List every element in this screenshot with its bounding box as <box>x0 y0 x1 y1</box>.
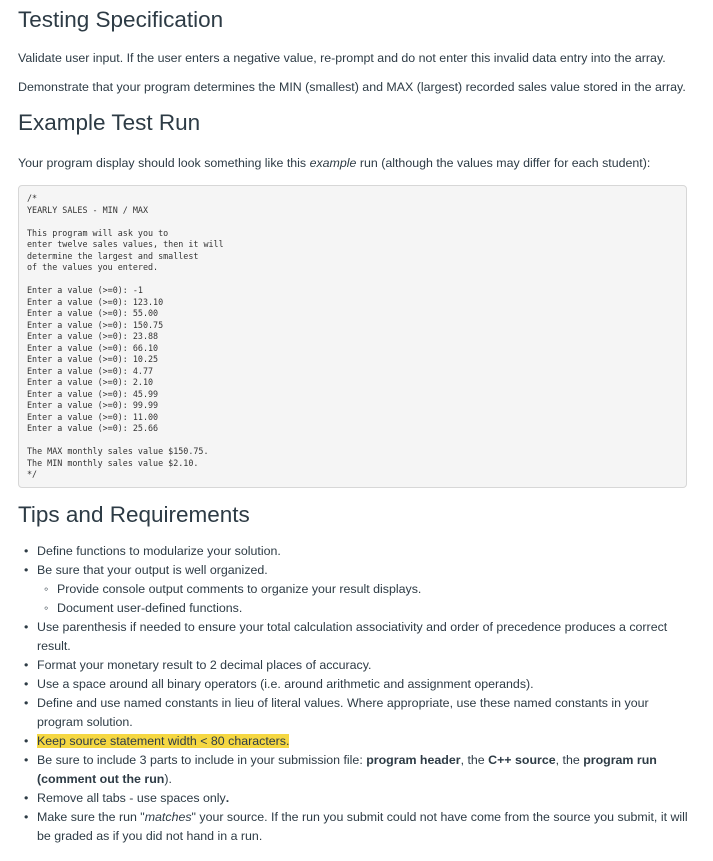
code-line: Enter a value (>=0): -1 <box>27 285 143 295</box>
tip-text: Define and use named constants in lieu of literal values. Where appropriate, use these named constants in your program solution. <box>37 695 649 729</box>
list-item <box>37 542 695 561</box>
code-line: Enter a value (>=0): 123.10 <box>27 296 164 307</box>
example-run-heading: Example Test Run <box>18 110 201 135</box>
code-line: Enter a value (>=0): 45.99 <box>27 388 159 399</box>
tips-heading: Tips and Requirements <box>18 501 250 527</box>
tip-text: Document user-defined functions. <box>57 600 243 615</box>
list-item <box>37 694 695 732</box>
list-item <box>57 580 695 599</box>
code-line: */ <box>27 469 38 479</box>
tip-emphasis: matches <box>144 809 192 824</box>
tip-text: Be sure that your output is well organized. <box>37 562 268 577</box>
code-line: Enter a value (>=0): 10.25 <box>27 354 159 364</box>
code-line: Enter a value (>=0): 25.66 <box>27 423 159 433</box>
tip-text: Make sure the run " <box>37 809 145 824</box>
tip-text: Use parenthesis if needed to ensure your total calculation associativity and order of precedence produces a correct result. <box>37 619 668 653</box>
example-intro-paragraph <box>18 154 695 173</box>
list-item <box>37 561 695 618</box>
tip-text: Be sure to include 3 parts to include in your submission file: <box>37 752 367 767</box>
code-line: Enter a value (>=0): 99.99 <box>27 400 159 410</box>
tip-text: Use a space around all binary operators (i.e. around arithmetic and assignment operands). <box>37 676 534 691</box>
code-line: The MIN monthly sales value $2.10. <box>27 457 199 468</box>
tip-text: ). <box>164 771 172 786</box>
tip-text: Remove all tabs - use spaces only <box>37 790 226 805</box>
tips-sublist <box>37 580 695 618</box>
code-line: The MAX monthly sales value $150.75. <box>27 446 209 456</box>
code-line <box>27 216 678 228</box>
code-line: of the values you entered. <box>27 262 159 272</box>
tip-bold: program run (comment out the run <box>37 752 657 786</box>
tip-bold: program header <box>366 752 461 767</box>
list-item <box>57 599 695 618</box>
code-line: Enter a value (>=0): 23.88 <box>27 331 159 341</box>
example-run-code-block <box>18 185 687 488</box>
tip-text: " your source. If the run you submit could not have come from the source you submit, it will be graded as if you did not hand in a run. <box>37 809 688 843</box>
code-line: Enter a value (>=0): 4.77 <box>27 365 154 376</box>
code-line: Enter a value (>=0): 66.10 <box>27 342 159 353</box>
tip-text: Define functions to modularize your solution. <box>37 543 281 558</box>
code-line: /* <box>27 193 38 203</box>
highlighted-tip: Keep source statement width < 80 characters. <box>37 733 290 748</box>
validate-input-paragraph: Validate user input. If the user enters a negative value, re-prompt and do not enter this invalid data entry into the array. <box>18 51 666 65</box>
testing-spec-heading: Testing Specification <box>18 7 224 32</box>
tip-bold: C++ source <box>488 752 556 767</box>
code-line <box>27 274 678 286</box>
intro-text-start: Your program display should look something like this <box>18 156 310 170</box>
tip-text: , the <box>460 752 489 767</box>
tip-text: Format your monetary result to 2 decimal places of accuracy. <box>37 657 372 672</box>
code-line <box>27 435 678 447</box>
min-max-paragraph: Demonstrate that your program determines the MIN (smallest) and MAX (largest) recorded sales value stored in the array. <box>18 80 686 94</box>
tip-text: , the <box>555 752 584 767</box>
intro-text-end: run (although the values may differ for each student): <box>356 156 651 170</box>
list-item <box>37 751 695 789</box>
tips-list <box>18 542 695 846</box>
code-line: determine the largest and smallest <box>27 250 199 261</box>
tip-text: Provide console output comments to organize your result displays. <box>57 581 422 596</box>
code-line: YEARLY SALES - MIN / MAX <box>27 204 149 215</box>
list-item <box>37 732 695 751</box>
code-line: Enter a value (>=0): 55.00 <box>27 308 159 318</box>
code-line: enter twelve sales values, then it will <box>27 239 224 249</box>
code-line: This program will ask you to <box>27 227 169 238</box>
code-line: Enter a value (>=0): 150.75 <box>27 319 164 330</box>
list-item <box>37 618 695 656</box>
code-line: Enter a value (>=0): 2.10 <box>27 377 154 387</box>
code-line: Enter a value (>=0): 11.00 <box>27 411 159 422</box>
tip-bold: . <box>225 790 230 805</box>
list-item <box>37 789 695 808</box>
list-item <box>37 656 695 675</box>
list-item <box>37 808 695 846</box>
intro-emphasis: example <box>309 156 357 170</box>
list-item <box>37 675 695 694</box>
